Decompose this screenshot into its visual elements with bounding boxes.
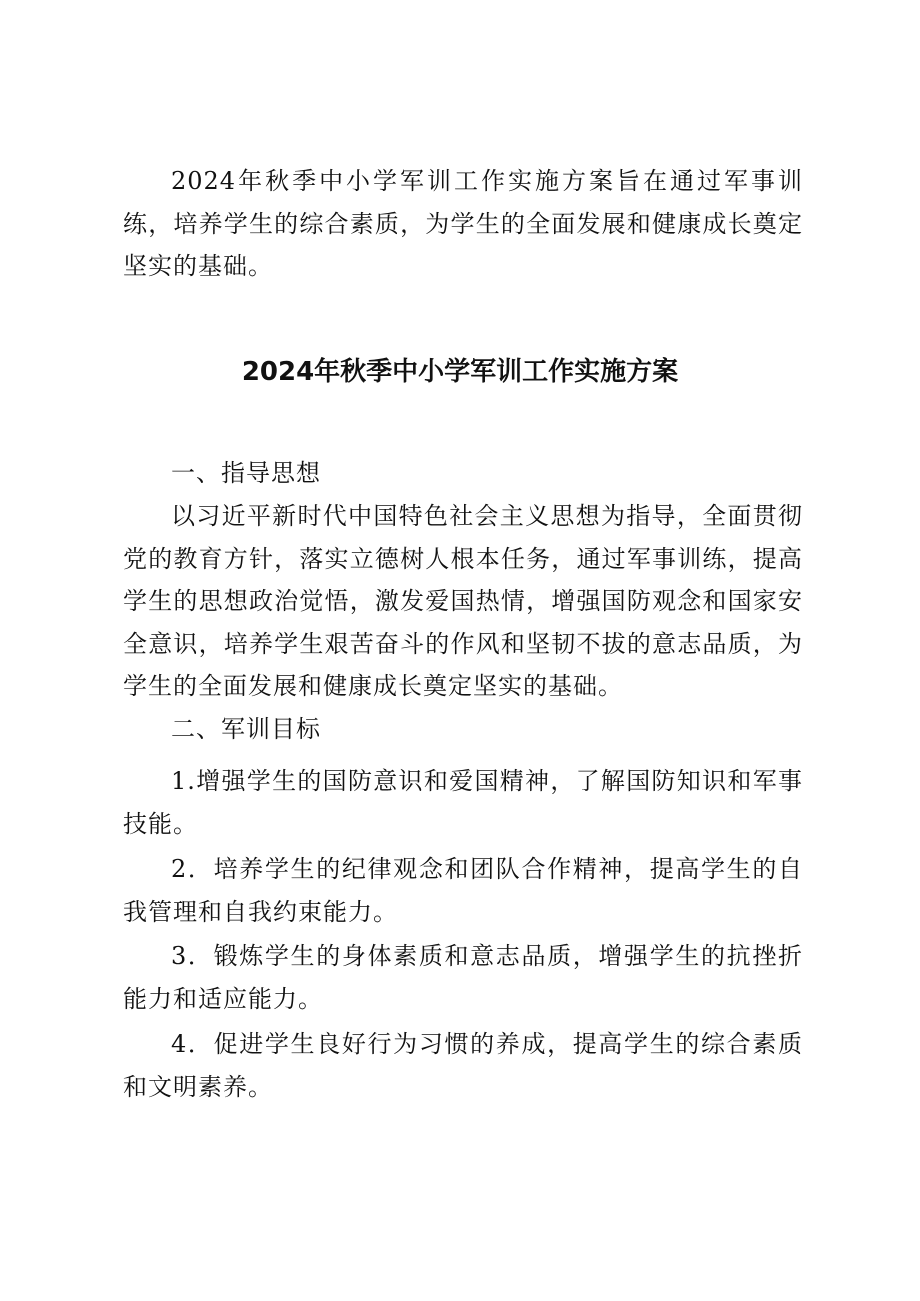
intro-paragraph: 2024年秋季中小学军训工作实施方案旨在通过军事训练，培养学生的综合素质，为学生的全面发展和健康成长奠定坚实的基础。 [123,167,803,280]
guiding-ideology-paragraph: 以习近平新时代中国特色社会主义思想为指导，全面贯彻党的教育方针，落实立德树人根本任务，通过军事训练，提高学生的思想政治觉悟，激发爱国热情，增强国防观念和国家安全意识，培养学生艰苦奋斗的作风和坚韧不拔的意志品质，为学生的全面发展和健康成长奠定坚实的基础。 [123,502,803,700]
section-heading-guiding-ideology: 一、指导思想 [171,459,321,487]
training-goal-item-4: 4．促进学生良好行为习惯的养成，提高学生的综合素质和文明素养。 [123,1030,803,1101]
document-title: 2024年秋季中小学军训工作实施方案 [241,357,679,387]
training-goal-item-3: 3．锻炼学生的身体素质和意志品质，增强学生的抗挫折能力和适应能力。 [123,942,803,1013]
section-heading-training-goals: 二、军训目标 [171,715,321,743]
training-goal-item-1: 1.增强学生的国防意识和爱国精神，了解国防知识和军事技能。 [123,767,803,838]
training-goal-item-2: 2．培养学生的纪律观念和团队合作精神，提高学生的自我管理和自我约束能力。 [123,855,803,926]
